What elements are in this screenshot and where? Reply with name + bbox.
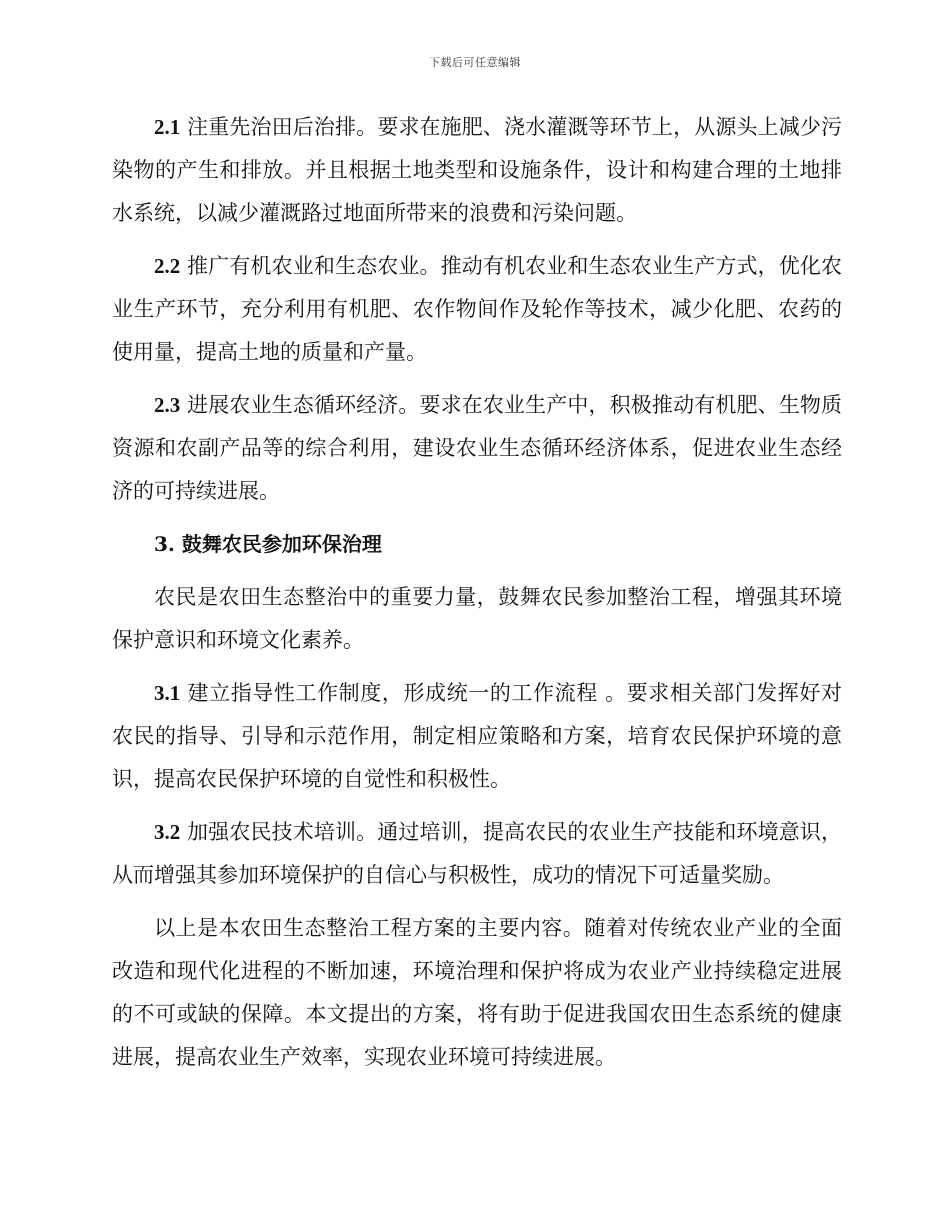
section-number: 3.2	[154, 820, 181, 844]
paragraph-text: 进展农业生态循环经济。要求在农业生产中，积极推动有机肥、生物质资源和农副产品等的综合利用，建设农业生态循环经济体系，促进农业生态经济的可持续进展。	[112, 393, 842, 503]
section-number: 2.1	[154, 115, 181, 139]
paragraph-text: 以上是本农田生态整治工程方案的主要内容。随着对传统农业产业的全面改造和现代化进程的不断加速，环境治理和保护将成为农业产业持续稳定进展的不可或缺的保障。本文提出的方案，将有助于促进我国农田生态系统的健康进展，提高农业生产效率，实现农业环境可持续进展。	[112, 916, 842, 1069]
section-heading-3	[112, 523, 842, 566]
paragraph-3-1	[112, 672, 842, 801]
section-number: 2.2	[154, 254, 181, 278]
paragraph-conclusion	[112, 907, 842, 1079]
section-number: 2.3	[154, 393, 181, 417]
page-header: 下载后可任意编辑	[429, 56, 521, 69]
paragraph-3-2	[112, 811, 842, 897]
section-number: 3.	[154, 532, 175, 556]
paragraph-2-3	[112, 384, 842, 513]
paragraph-3-intro	[112, 576, 842, 662]
paragraph-text: 推广有机农业和生态农业。推动有机农业和生态农业生产方式，优化农业生产环节，充分利用有机肥、农作物间作及轮作等技术，减少化肥、农药的使用量，提高土地的质量和产量。	[112, 254, 842, 364]
paragraph-2-1	[112, 106, 842, 235]
heading-text: 鼓舞农民参加环保治理	[174, 532, 382, 556]
paragraph-text: 建立指导性工作制度，形成统一的工作流程 。要求相关部门发挥好对农民的指导、引导和示范作用，制定相应策略和方案，培育农民保护环境的意识，提高农民保护环境的自觉性和积极性。	[112, 681, 842, 791]
document-body	[112, 106, 842, 1089]
paragraph-2-2	[112, 245, 842, 374]
paragraph-text: 注重先治田后治排。要求在施肥、浇水灌溉等环节上，从源头上减少污染物的产生和排放。并且根据土地类型和设施条件，设计和构建合理的土地排水系统，以减少灌溉路过地面所带来的浪费和污染问题。	[112, 115, 842, 225]
paragraph-text: 加强农民技术培训。通过培训，提高农民的农业生产技能和环境意识，从而增强其参加环境保护的自信心与积极性，成功的情况下可适量奖励。	[112, 820, 842, 887]
paragraph-text: 农民是农田生态整治中的重要力量，鼓舞农民参加整治工程，增强其环境保护意识和环境文化素养。	[112, 585, 842, 652]
section-number: 3.1	[154, 681, 181, 705]
